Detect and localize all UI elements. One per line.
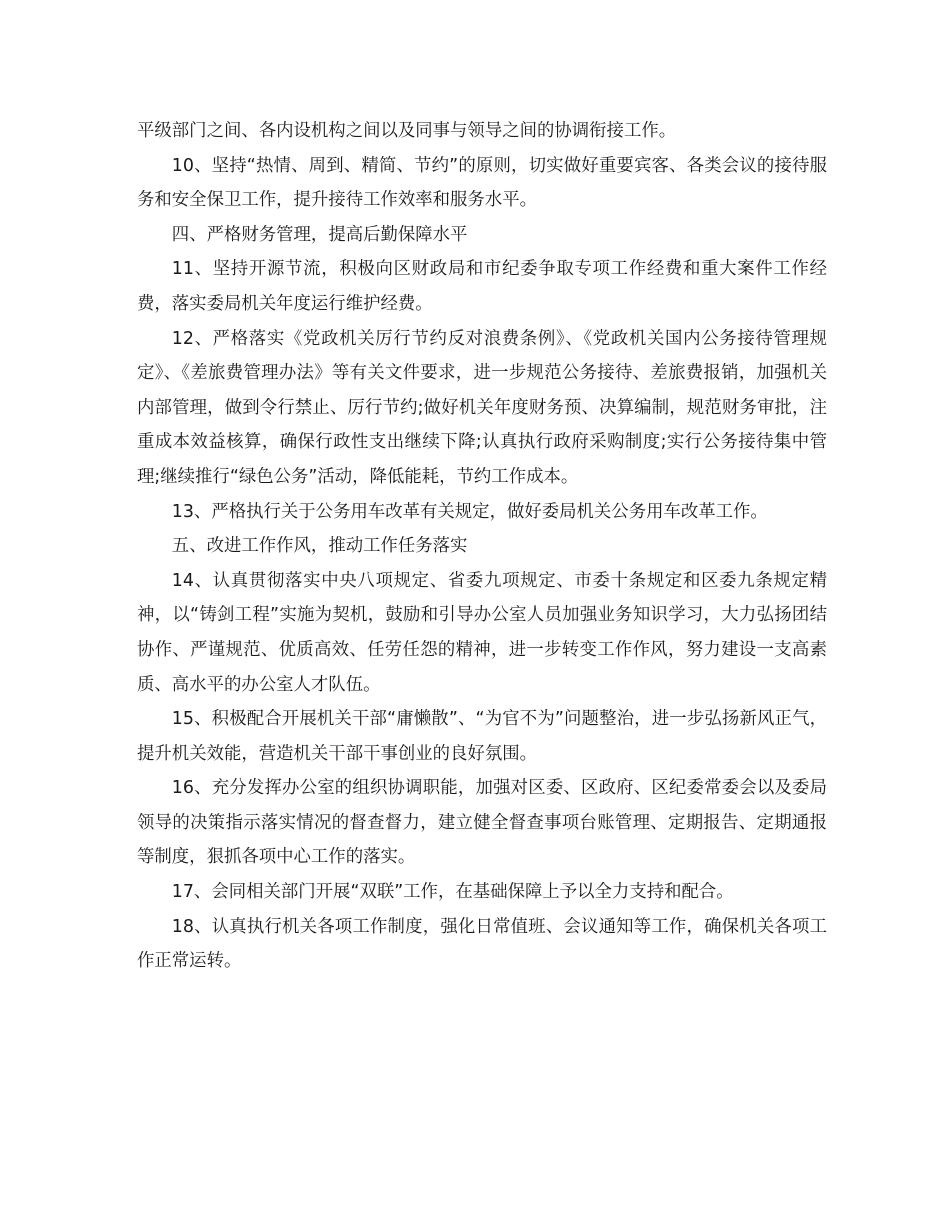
paragraph-item-18: 18、认真执行机关各项工作制度，强化日常值班、会议通知等工作，确保机关各项工作正常运转。: [137, 916, 827, 972]
paragraph-item-15: 15、积极配合开展机关干部“庸懒散”、“为官不为”问题整治，进一步弘扬新风正气，提升机关效能，营造机关干部干事创业的良好氛围。: [137, 709, 827, 764]
paragraph-item-17: 17、会同相关部门开展“双联”工作，在基础保障上予以全力支持和配合。: [171, 882, 734, 903]
document-body: [137, 114, 827, 979]
paragraph-item-11: 11、坚持开源节流，积极向区财政局和市纪委争取专项工作经费和重大案件工作经费，落实委局机关年度运行维护经费。: [137, 259, 827, 314]
paragraph-item-12: 12、严格落实《党政机关厉行节约反对浪费条例》、《党政机关国内公务接待管理规定》、《差旅费管理办法》等有关文件要求，进一步规范公务接待、差旅费报销，加强机关内部管理，做到令行禁止、厉行节约;做好机关年度财务预、决算编制，规范财务审批，注重成本效益核算，确保行政性支出继续下降;认真执行政府采购制度;实行公务接待集中管理;继续推行“绿色公务”活动，降低能耗，节约工作成本。: [137, 328, 827, 487]
section-heading-5: 五、改进工作作风，推动工作任务落实: [171, 536, 468, 557]
section-heading-4: 四、严格财务管理，提高后勤保障水平: [171, 224, 468, 245]
paragraph-item-14: 14、认真贯彻落实中央八项规定、省委九项规定、市委十条规定和区委九条规定精神，以“铸剑工程”实施为契机，鼓励和引导办公室人员加强业务知识学习，大力弘扬团结协作、严谨规范、优质高效、任劳任怨的精神，进一步转变工作作风，努力建设一支高素质、高水平的办公室人才队伍。: [137, 570, 827, 695]
paragraph-continuation: 平级部门之间、各内设机构之间以及同事与领导之间的协调衔接工作。: [137, 121, 677, 141]
paragraph-item-13: 13、严格执行关于公务用车改革有关规定，做好委局机关公务用车改革工作。: [171, 501, 768, 522]
paragraph-item-10: 10、坚持“热情、周到、精简、节约”的原则，切实做好重要宾客、各类会议的接待服务和安全保卫工作，提升接待工作效率和服务水平。: [137, 155, 827, 211]
paragraph-item-16: 16、充分发挥办公室的组织协调职能，加强对区委、区政府、区纪委常委会以及委局领导的决策指示落实情况的督查督力，建立健全督查事项台账管理、定期报告、定期通报等制度，狠抓各项中心工作的落实。: [137, 778, 827, 868]
